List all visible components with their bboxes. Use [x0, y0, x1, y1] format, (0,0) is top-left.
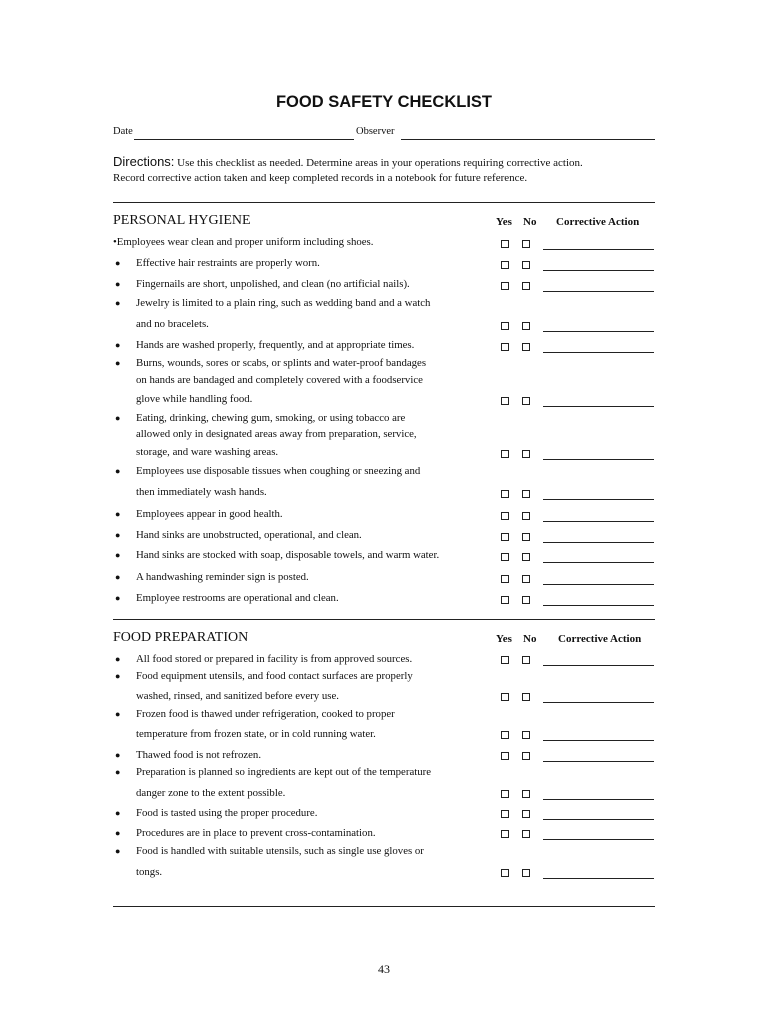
yes-checkbox[interactable]	[501, 830, 509, 838]
date-observer-row	[113, 126, 655, 142]
item-text-line: and no bracelets.	[136, 318, 209, 330]
item-text-line: Frozen food is thawed under refrigeration, cooked to proper	[136, 708, 395, 720]
item-text-line: All food stored or prepared in facility is from approved sources.	[136, 653, 413, 665]
item-text-line: Hand sinks are stocked with soap, disposable towels, and warm water.	[136, 549, 440, 561]
bullet: ●	[115, 654, 121, 664]
directions-heading: Directions:	[113, 154, 175, 169]
corrective-action-field[interactable]	[543, 459, 654, 460]
yes-checkbox[interactable]	[501, 810, 509, 818]
bullet: ●	[115, 530, 121, 540]
no-checkbox[interactable]	[522, 553, 530, 561]
yes-checkbox[interactable]	[501, 731, 509, 739]
list-item: •Employees wear clean and proper uniform including shoes.	[113, 236, 374, 248]
item-text-line: tongs.	[136, 866, 163, 878]
no-column-header: No	[523, 216, 537, 228]
bullet: ●	[115, 509, 121, 519]
bullet: ●	[115, 358, 121, 368]
bullet: ●	[115, 572, 121, 582]
no-checkbox[interactable]	[522, 790, 530, 798]
no-checkbox[interactable]	[522, 693, 530, 701]
yes-checkbox[interactable]	[501, 693, 509, 701]
no-checkbox[interactable]	[522, 512, 530, 520]
directions-text-line2: Record corrective action taken and keep completed records in a notebook for future reference.	[113, 172, 528, 184]
no-checkbox[interactable]	[522, 731, 530, 739]
item-text-line: Employee restrooms are operational and clean.	[136, 592, 339, 604]
item-text-line: glove while handling food.	[136, 393, 253, 405]
corrective-action-field[interactable]	[543, 352, 654, 353]
bullet: ●	[115, 593, 121, 603]
section-title: PERSONAL HYGIENE	[113, 213, 251, 228]
corrective-action-field[interactable]	[543, 249, 654, 250]
no-checkbox[interactable]	[522, 490, 530, 498]
corrective-action-field[interactable]	[543, 331, 654, 332]
bullet: ●	[115, 808, 121, 818]
no-checkbox[interactable]	[522, 656, 530, 664]
yes-checkbox[interactable]	[501, 282, 509, 290]
item-text-line: Employees wear clean and proper uniform including shoes.	[116, 236, 374, 248]
corrective-action-field[interactable]	[543, 799, 654, 800]
item-text-line: Preparation is planned so ingredients are kept out of the temperature	[136, 766, 432, 778]
corrective-action-field[interactable]	[543, 819, 654, 820]
bullet: ●	[115, 258, 121, 268]
bullet: ●	[115, 828, 121, 838]
directions-text-line1: Use this checklist as needed. Determine areas in your operations requiring corrective action.	[177, 157, 583, 169]
no-checkbox[interactable]	[522, 450, 530, 458]
item-text-line: on hands are bandaged and completely covered with a foodservice	[136, 374, 423, 386]
observer-field-line	[401, 139, 655, 140]
bullet: ●	[115, 340, 121, 350]
bullet: ●	[115, 298, 121, 308]
corrective-action-field[interactable]	[543, 702, 654, 703]
bullet: ●	[115, 413, 121, 423]
yes-checkbox[interactable]	[501, 397, 509, 405]
bullet: ●	[115, 671, 121, 681]
item-text-line: washed, rinsed, and sanitized before every use.	[136, 690, 339, 702]
yes-checkbox[interactable]	[501, 533, 509, 541]
no-checkbox[interactable]	[522, 282, 530, 290]
divider	[113, 202, 655, 203]
item-text-line: Thawed food is not refrozen.	[136, 749, 262, 761]
item-text-line: Hand sinks are unobstructed, operational, and clean.	[136, 529, 362, 541]
corrective-action-field[interactable]	[543, 740, 654, 741]
no-checkbox[interactable]	[522, 575, 530, 583]
directions	[113, 154, 658, 186]
corrective-action-header: Corrective Action	[556, 216, 640, 228]
observer-label: Observer	[356, 126, 395, 137]
no-checkbox[interactable]	[522, 397, 530, 405]
item-text-line: Food is handled with suitable utensils, such as single use gloves or	[136, 845, 424, 857]
item-text-line: Procedures are in place to prevent cross-contamination.	[136, 827, 376, 839]
bullet: ●	[115, 279, 121, 289]
no-checkbox[interactable]	[522, 810, 530, 818]
no-checkbox[interactable]	[522, 322, 530, 330]
item-text-line: Effective hair restraints are properly worn.	[136, 257, 320, 269]
page-title: FOOD SAFETY CHECKLIST	[275, 93, 493, 111]
item-text-line: Food is tasted using the proper procedure.	[136, 807, 318, 819]
item-text-line: Jewelry is limited to a plain ring, such as wedding band and a watch	[136, 297, 431, 309]
item-text-line: Eating, drinking, chewing gum, smoking, or using tobacco are	[136, 412, 406, 424]
yes-checkbox[interactable]	[501, 575, 509, 583]
item-text-line: storage, and ware washing areas.	[136, 446, 279, 458]
bullet: ●	[115, 767, 121, 777]
corrective-action-field[interactable]	[543, 406, 654, 407]
item-text-line: Employees appear in good health.	[136, 508, 283, 520]
corrective-action-field[interactable]	[543, 270, 654, 271]
bullet: ●	[115, 709, 121, 719]
no-checkbox[interactable]	[522, 869, 530, 877]
yes-column-header: Yes	[496, 633, 512, 645]
no-checkbox[interactable]	[522, 533, 530, 541]
item-text-line: Hands are washed properly, frequently, and at appropriate times.	[136, 339, 415, 351]
item-text-line: A handwashing reminder sign is posted.	[136, 571, 309, 583]
corrective-action-field[interactable]	[543, 878, 654, 879]
corrective-action-field[interactable]	[543, 605, 654, 606]
item-text-line: Food equipment utensils, and food contact surfaces are properly	[136, 670, 413, 682]
corrective-action-field[interactable]	[543, 584, 654, 585]
yes-checkbox[interactable]	[501, 656, 509, 664]
corrective-action-field[interactable]	[543, 761, 654, 762]
no-checkbox[interactable]	[522, 752, 530, 760]
yes-checkbox[interactable]	[501, 322, 509, 330]
corrective-action-field[interactable]	[543, 521, 654, 522]
yes-checkbox[interactable]	[501, 869, 509, 877]
item-text-line: temperature from frozen state, or in cold running water.	[136, 728, 376, 740]
section-title: FOOD PREPARATION	[113, 630, 249, 645]
yes-checkbox[interactable]	[501, 553, 509, 561]
date-label: Date	[113, 126, 133, 137]
bullet: ●	[115, 550, 121, 560]
yes-checkbox[interactable]	[501, 752, 509, 760]
item-text-line: allowed only in designated areas away from preparation, service,	[136, 428, 417, 440]
corrective-action-field[interactable]	[543, 291, 654, 292]
date-field-line	[134, 139, 354, 140]
bullet: ●	[115, 750, 121, 760]
yes-checkbox[interactable]	[501, 261, 509, 269]
divider	[113, 619, 655, 620]
no-checkbox[interactable]	[522, 343, 530, 351]
item-text-line: Fingernails are short, unpolished, and clean (no artificial nails).	[136, 278, 410, 290]
no-checkbox[interactable]	[522, 240, 530, 248]
corrective-action-field[interactable]	[543, 499, 654, 500]
corrective-action-field[interactable]	[543, 665, 654, 666]
yes-checkbox[interactable]	[501, 450, 509, 458]
bullet: ●	[115, 466, 121, 476]
corrective-action-field[interactable]	[543, 839, 654, 840]
item-text-line: then immediately wash hands.	[136, 486, 267, 498]
item-text-line: danger zone to the extent possible.	[136, 787, 286, 799]
yes-checkbox[interactable]	[501, 490, 509, 498]
item-text-line: Burns, wounds, sores or scabs, or splints and water-proof bandages	[136, 357, 427, 369]
page-number: 43	[378, 962, 390, 976]
corrective-action-field[interactable]	[543, 542, 654, 543]
item-text-line: Employees use disposable tissues when coughing or sneezing and	[136, 465, 421, 477]
yes-checkbox[interactable]	[501, 240, 509, 248]
yes-checkbox[interactable]	[501, 512, 509, 520]
no-column-header: No	[523, 633, 537, 645]
bullet: ●	[115, 846, 121, 856]
yes-checkbox[interactable]	[501, 343, 509, 351]
divider	[113, 906, 655, 907]
yes-checkbox[interactable]	[501, 596, 509, 604]
corrective-action-field[interactable]	[543, 562, 654, 563]
no-checkbox[interactable]	[522, 261, 530, 269]
no-checkbox[interactable]	[522, 830, 530, 838]
yes-checkbox[interactable]	[501, 790, 509, 798]
corrective-action-header: Corrective Action	[558, 633, 642, 645]
no-checkbox[interactable]	[522, 596, 530, 604]
yes-column-header: Yes	[496, 216, 512, 228]
